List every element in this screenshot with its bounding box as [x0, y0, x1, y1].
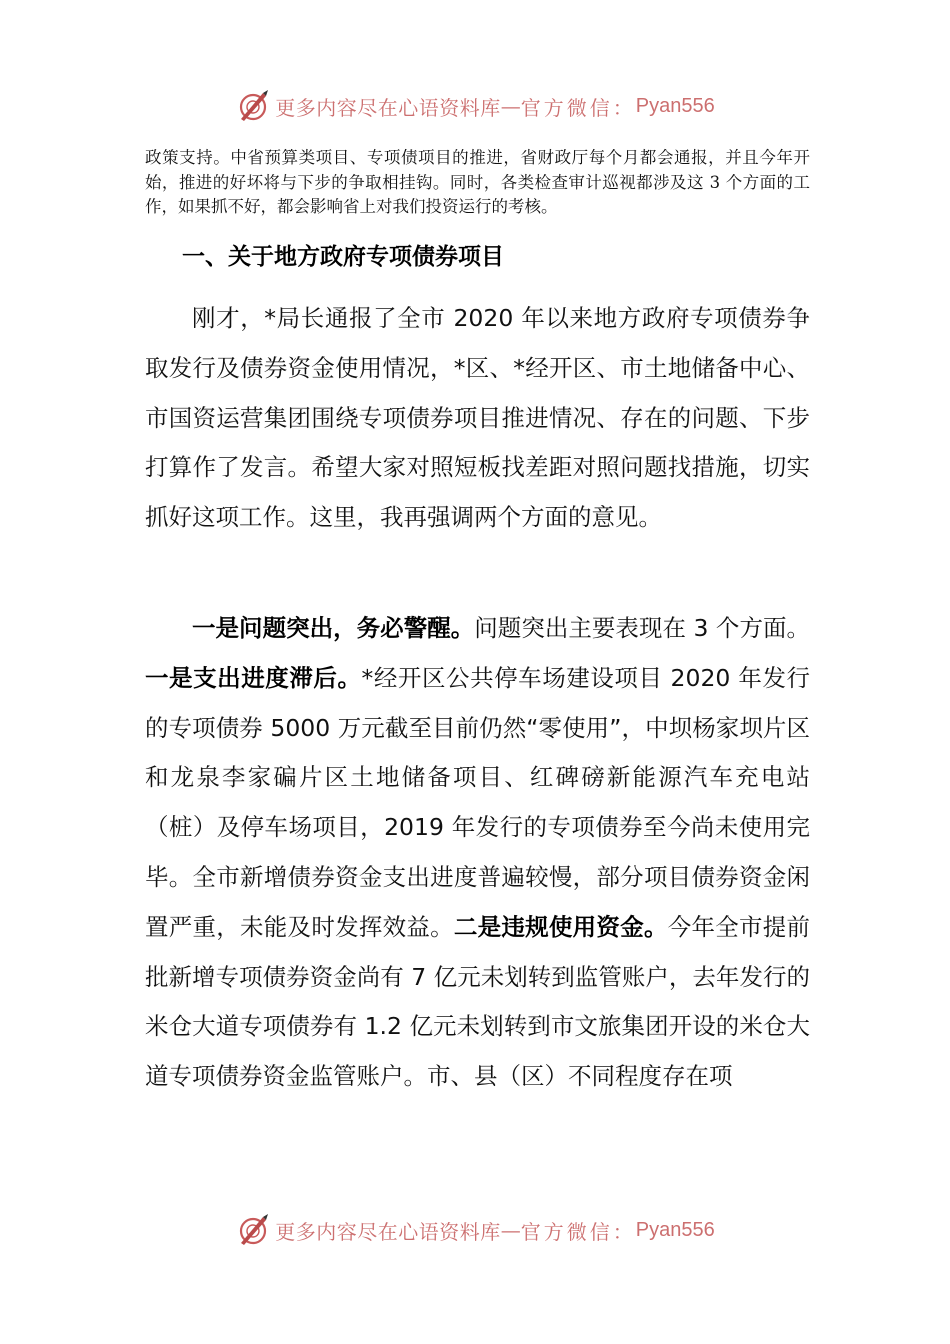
watermark-wechat-id: Pyan556 [635, 1218, 715, 1241]
watermark-site-text: 更多内容尽在心语资料库 [275, 95, 501, 120]
watermark-wechat-label: 官方微信： [520, 1219, 636, 1244]
intro-paragraph: 政策支持。中省预算类项目、专项债项目的推进，省财政厅每个月都会通报，并且今年开始，推进的好坏将与下步的争取相挂钩。同时，各类检查审计巡视都涉及这 3 个方面的工作，如果抓不好，都会影响省上对我们投资运行的考核。 [145, 148, 810, 216]
pen-logo-icon [235, 88, 271, 124]
watermark-wechat-label: 官方微信： [520, 95, 636, 120]
watermark-site-text: 更多内容尽在心语资料库 [275, 1219, 501, 1244]
paragraph2-text-2: *经开区公共停车场建设项目 2020 年发行的专项债券 5000 万元截至目前仍然“零使用”，中坝杨家坝片区和龙泉李家碥片区土地储备项目、红碑磅新能源汽车充电站（桩）及停车场项目，2019 年发行的专项债券至今尚未使用完毕。全市新增债券资金支出进度普遍较慢，部分项目债券资金闲置严重，未能及时发挥效益。 [145, 663, 811, 941]
point1-bold-text: 一是支出进度滞后。 [145, 663, 362, 692]
section-heading: 一、关于地方政府专项债券项目 [182, 244, 504, 270]
watermark-separator: — [500, 1218, 521, 1242]
watermark-wechat-id: Pyan556 [635, 94, 715, 117]
pen-logo-icon [235, 1212, 271, 1248]
paragraph2-text-1: 问题突出主要表现在 3 个方面。 [474, 614, 810, 642]
watermark-banner-top [0, 86, 950, 126]
body-paragraph-1: 刚才，*局长通报了全市 2020 年以来地方政府专项债券争取发行及债券资金使用情况，*区、*经开区、市土地储备中心、市国资运营集团围绕专项债券项目推进情况、存在的问题、下步打算作了发言。希望大家对照短板找差距对照问题找措施，切实抓好这项工作。这里，我再强调两个方面的意见。 [145, 304, 810, 532]
watermark-banner-bottom [0, 1210, 950, 1250]
lead-bold-text: 一是问题突出，务必警醒。 [192, 614, 475, 642]
point2-bold-text: 二是违规使用资金。 [453, 912, 668, 941]
body-paragraph-2 [145, 604, 810, 1102]
watermark-separator: — [500, 94, 521, 118]
paragraph2-text-3: 今年全市提前批新增专项债券资金尚有 7 亿元未划转到监管账户，去年发行的米仓大道专项债券有 1.2 亿元未划转到市文旅集团开设的米仓大道专项债券资金监管账户。市、县（区）不同程度存在项 [145, 912, 811, 1091]
